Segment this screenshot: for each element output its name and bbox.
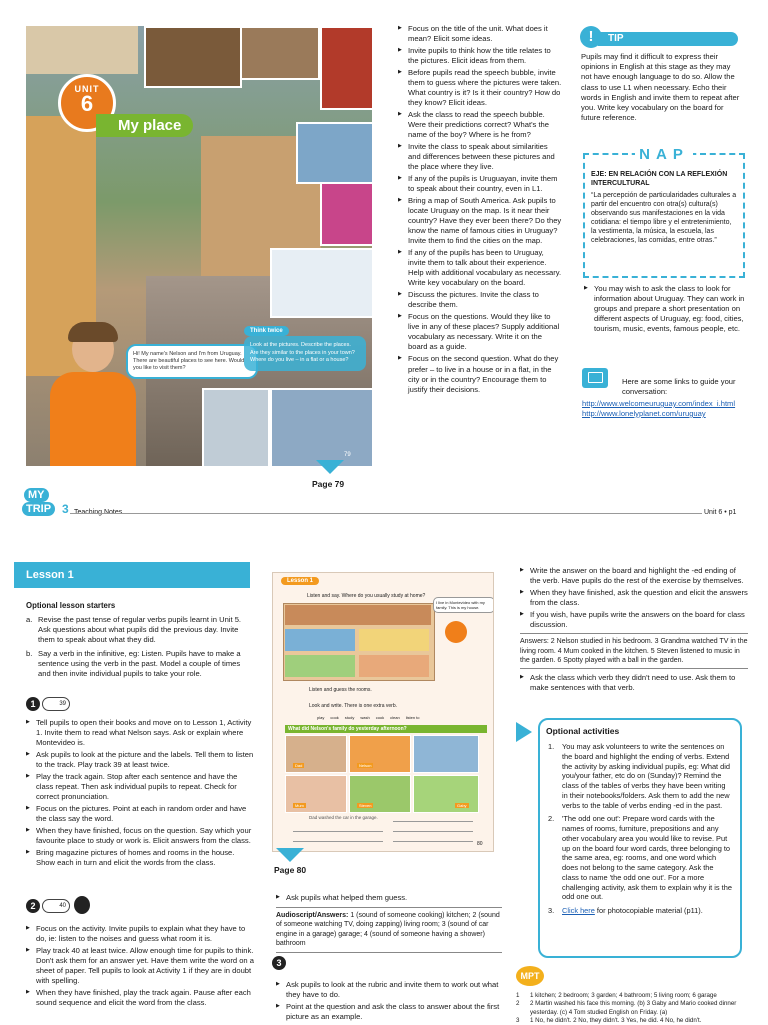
wb-lesson-tag: Lesson 1 <box>281 577 319 585</box>
teaching-note-bullet: ▶ Discuss the pictures. Invite the class to describe them. <box>398 290 562 310</box>
wb-verb: cook <box>330 715 339 720</box>
right-after-bullet: ▶ Ask the class which verb they didn't need to use. Ask them to make sentences with that verb. <box>520 673 748 693</box>
teaching-notes-column <box>398 24 562 397</box>
photo-pink-flowers <box>320 182 372 246</box>
right-column-bullet: ▶ Write the answer on the board and highlight the -ed ending of the verb. Have pupils do the rest of the exercise by themselves. <box>520 566 748 586</box>
wb-speech-bubble: I live in Montevideo with my family. This is my house. <box>433 597 494 613</box>
wb-verb: study <box>344 715 355 720</box>
page-label-80[interactable]: Page 80 <box>274 865 307 875</box>
extra-info-bullet: ▶ You may wish to ask the class to look for information about Uruguay. They can work in groups and prepare a short presentation on different aspects of Uruguay, eg: food, cities, tourism, music, events, famous people, etc. <box>584 284 746 334</box>
teaching-note-bullet: ▶ Focus on the questions. Would they like to live in any of these places? Supply additional vocabulary as necessary. Write it on the board as a guide. <box>398 312 562 352</box>
unit-number: 6 <box>80 91 94 116</box>
right-column-bullet: ▶ When they have finished, ask the question and elicit the answers from the class. <box>520 588 748 608</box>
teaching-note-bullet: ▶ If any of the pupils is Uruguayan, invite them to speak about their country, even in L1. <box>398 174 562 194</box>
photo-courtyard <box>240 26 320 80</box>
tip-text: Pupils may find it difficult to express their opinions in English at this stage as they may not have enough language to do so. Allow the class to use L1 when necessary. Echo their words in English and invite them to repeat after you. Write key vocabulary on the board for future reference. <box>581 52 740 123</box>
activity-2-notes <box>26 924 254 1010</box>
page-arrow-icon <box>276 848 304 862</box>
weblink-icon <box>582 368 608 388</box>
activity-1-bullet: ▶ Tell pupils to open their books and move on to Lesson 1, Activity 1. Invite them to read what Nelson says. Ask or explain where Montevideo is. <box>26 718 254 748</box>
photo-page-number: 79 <box>344 452 351 458</box>
wb-name-nelson: Nelson <box>359 763 372 768</box>
photo-interior <box>144 26 242 88</box>
audioscript-label: Audioscript/Answers: <box>276 912 349 920</box>
wb-name-steven: Steven <box>359 803 372 808</box>
logo-trip: TRIP <box>22 502 55 516</box>
activity-2-bullet: ▶ When they have finished, play the track again. Pause after each sound sequence and elicit the word from the class. <box>26 988 254 1008</box>
wb-name-dad: Dad <box>295 763 303 768</box>
tip-label: TIP <box>598 32 738 46</box>
nap-title: NAP <box>635 146 693 163</box>
my-trip-logo <box>22 488 70 520</box>
wb-name-gaby: Gaby <box>457 803 467 808</box>
audioscript-block <box>276 907 502 953</box>
wb-nelson-figure <box>445 621 467 643</box>
photo-doorway <box>26 26 138 74</box>
right-column-notes <box>520 566 748 695</box>
activity-2-bullet: ▶ Play track 40 at least twice. Allow enough time for pupils to think. Don't ask them for an answer yet. Have them write the word on a sheet of paper. Tell pupils to look at Activity 1 if they are in doubt with spelling. <box>26 946 254 986</box>
nap-heading: EJE: EN RELACIÓN CON LA REFLEXIÓN INTERCULTURAL <box>591 171 728 187</box>
answers-block: Answers: 2 Nelson studied in his bedroom. 3 Grandma watched TV in the living room. 4 Mum cooked in the kitchen. 5 Steven listened to music in the garden. 6 Spotty played with a ball in the garden. <box>520 633 748 669</box>
activity-1-bullet: ▶ Focus on the pictures. Point at each in random order and have the class say the word. <box>26 804 254 824</box>
click-here-link[interactable]: Click here <box>562 906 595 916</box>
photo-white-houses <box>270 248 372 318</box>
wb-activity-3-rubric: Look and write. There is one extra verb. <box>309 703 398 709</box>
activity-3-notes <box>276 980 502 1024</box>
unit-word: UNIT <box>74 84 100 94</box>
teaching-note-bullet: ▶ Invite pupils to think how the title relates to the pictures. Elicit ideas from them. <box>398 46 562 66</box>
photo-city-towers <box>296 122 372 184</box>
logo-number: 3 <box>62 502 69 516</box>
activity-1-bullet: ▶ Ask pupils to look at the picture and the labels. Tell them to listen to the track. Play track 39 at least twice. <box>26 750 254 770</box>
teaching-note-bullet: ▶ If any of the pupils has been to Uruguay, invite them to talk about their experience. Help with additional vocabulary as necessary. Write key vocabulary on the board. <box>398 248 562 288</box>
think-twice-tab: Think twice <box>244 326 289 336</box>
wb-page-number: 80 <box>477 841 483 847</box>
unit-opener-photo-collage <box>26 26 372 466</box>
optional-activities-title: Optional activities <box>546 726 620 736</box>
answer-key-row: 3 1 No, he didn't. 2 No, they didn't. 3 Yes, he did. 4 No, he didn't. <box>516 1017 702 1025</box>
answer-key-row: 1 1 kitchen; 2 bedroom; 3 garden; 4 bathroom; 5 living room; 6 garage <box>516 992 717 999</box>
link-lonelyplanet[interactable]: http://www.lonelyplanet.com/uruguay <box>582 409 706 419</box>
lesson-title: Lesson 1 <box>14 562 250 588</box>
wb-example-sentence: Dad washed the car in the garage. <box>309 815 378 820</box>
footer-label: Teaching Notes <box>74 509 126 516</box>
speaker-icon <box>74 896 90 914</box>
photo-colonial-house <box>320 26 372 110</box>
unit-title: My place <box>96 114 193 137</box>
optional-activity-3: 3. Click here for photocopiable material (p11). <box>548 906 703 916</box>
center-bullet: ▶ Ask pupils what helped them guess. <box>276 893 502 903</box>
activity-1-bullet: ▶ When they have finished, focus on the question. Say which your favourite place to study or work is. Elicit answers from the class. <box>26 826 254 846</box>
activity-3-bullet: ▶ Point at the question and ask the class to answer about the first picture as an example. <box>276 1002 502 1022</box>
links-intro: Here are some links to guide your conversation: <box>622 377 736 397</box>
tip-icon: ! <box>580 26 602 48</box>
starter-item: a. Revise the past tense of regular verbs pupils learnt in Unit 5. Ask questions about what pupils did the previous day. Invite them to speak about what they did. <box>26 615 242 645</box>
extra-bullet-container <box>584 284 746 336</box>
unit-opener-bullets <box>398 24 562 395</box>
activity-3-bullet: ▶ Ask pupils to look at the rubric and invite them to work out what they have to do. <box>276 980 502 1000</box>
answer-key-row: 2 2 Martin washed his face this morning. (b) 3 Gaby and Mario cooked dinner yesterday. (c) 4 Tom studied English on Friday. (a) <box>516 1000 737 1016</box>
teaching-note-bullet: ▶ Focus on the title of the unit. What does it mean? Elicit some ideas. <box>398 24 562 44</box>
wb-activity-2-rubric: Listen and guess the rooms. <box>309 687 372 693</box>
wb-verb: play <box>317 715 325 720</box>
starter-item: b. Say a verb in the infinitive, eg: Listen. Pupils have to make a sentence using the verb in the past. Model a couple of times and then invite individual pupils to take your role. <box>26 649 241 679</box>
wb-verb: listen to <box>405 715 420 720</box>
starters-section <box>26 601 252 683</box>
teaching-note-bullet: ▶ Before pupils read the speech bubble, invite them to guess where the pictures were taken. What country is it? Is it their country? How do they know? Elicit ideas. <box>398 68 562 108</box>
page-label-79[interactable]: Page 79 <box>312 479 345 489</box>
activity-1-bullet: ▶ Play the track again. Stop after each sentence and have the class repeat. Then ask individual pupils to repeat. Check for correct pronunciation. <box>26 772 254 802</box>
nap-box <box>583 146 745 278</box>
activity-1-notes <box>26 718 254 870</box>
audioscript-text: 1 (sound of someone cooking) kitchen; 2 (sound of someone watching TV, doing zapping) living room; 3 (sound of car engine in a garage) garage; 4 (sound of someone having a shower) bathroom <box>276 912 500 948</box>
answer-key <box>516 992 756 1025</box>
activity-2-bullet: ▶ Focus on the activity. Invite pupils to explain what they have to do, ie: listen to the noises and guess what room it is. <box>26 924 254 944</box>
photo-office-buildings <box>202 388 270 466</box>
wb-activity-1-rubric: Listen and say. Where do you usually study at home? <box>307 593 426 599</box>
audio-track-39-icon: 39 <box>42 697 70 711</box>
student-book-page-80-thumbnail <box>272 572 494 852</box>
right-column-bullet: ▶ If you wish, have pupils write the answers on the board for class discussion. <box>520 610 748 630</box>
activity-3-number: 3 <box>272 956 286 970</box>
mpt-badge: MPT <box>516 966 544 986</box>
wb-verb: cook <box>375 715 385 720</box>
optional-activity-1: 1. You may ask volunteers to write the sentences on the board and highlight the ending of verbs. Extend the activity by asking individual pupils, eg: What did you/your father, etc do on (Sunday)? Remind the class of the tables of verbs they have been writing in their notebooks/folders. Ask them to add the new verbs to the table of verbs ending -ed in the past. <box>548 742 731 810</box>
footer-page: Unit 6 • p1 <box>704 509 737 516</box>
page-arrow-icon <box>316 460 344 474</box>
wb-name-mum: Mum <box>295 803 304 808</box>
center-notes <box>276 893 502 953</box>
wb-verb: wash <box>360 715 370 720</box>
teaching-note-bullet: ▶ Invite the class to speak about similarities and differences between these pictures and the place where they live. <box>398 142 562 172</box>
speech-bubble: Hi! My name's Nelson and I'm from Uruguay. There are beautiful places to see here. Would you like to visit them? <box>126 344 258 379</box>
photo-plaza-tower <box>270 388 372 466</box>
activity-1-number: 1 <box>26 697 40 711</box>
links-list <box>582 399 746 419</box>
link-welcomeuruguay[interactable]: http://www.welcomeuruguay.com/index_i.html <box>582 399 736 408</box>
nap-body: “La percepción de particularidades culturales a partir del encuentro con otra(s) cultura(s) observando sus manifestaciones en la vida cotidiana: el tiempo libre y el entretenimiento, la vestimenta, la música, la escuela, las celebraciones, las comidas, entre otras.” <box>591 191 737 244</box>
starters-heading: Optional lesson starters <box>26 601 116 610</box>
think-twice-questions: Look at the pictures. Describe the places. Are they similar to the places in your town? Where do you live – in a flat or a house? <box>244 336 366 371</box>
starters-list <box>26 615 252 679</box>
optional-activities-arrow-icon <box>516 722 532 742</box>
teaching-note-bullet: ▶ Focus on the second question. What do they prefer – to live in a house or in a flat, in the city or in the country? Encourage them to justify their decisions. <box>398 354 562 394</box>
wb-verb-box <box>317 715 467 723</box>
footer-rule <box>70 513 702 514</box>
audio-track-40-icon: 40 <box>42 899 70 913</box>
optional-activities-box <box>538 718 742 958</box>
wb-question-strip: What did Nelson's family do yesterday afternoon? <box>285 725 487 733</box>
wb-verb: clean <box>390 715 400 720</box>
teaching-note-bullet: ▶ Bring a map of South America. Ask pupils to locate Uruguay on the map. Is it near their country? Have they ever been there? Do they know the name of famous cities in Uruguay? Invite them to find the cities on the map. <box>398 196 562 246</box>
teaching-note-bullet: ▶ Ask the class to read the speech bubble. Were their predictions correct? What's the name of the boy? Where is he from? <box>398 110 562 140</box>
activity-1-bullet: ▶ Bring magazine pictures of homes and rooms in the house. Show each in turn and elicit the words from the class. <box>26 848 254 868</box>
logo-my: MY <box>24 488 49 502</box>
activity-2-number: 2 <box>26 899 40 913</box>
optional-activity-2: 2. 'The odd one out': Prepare word cards with the names of rooms, furniture, prepositions and any other vocabulary area you would like to revise. Put up on the board four word cards, three belonging to the same area, eg: rooms, and one word which does not belong to the same category. Ask the class to name 'the odd one out'. For a more challenging activity, ask them to explain why it is the odd one out. <box>548 814 732 902</box>
